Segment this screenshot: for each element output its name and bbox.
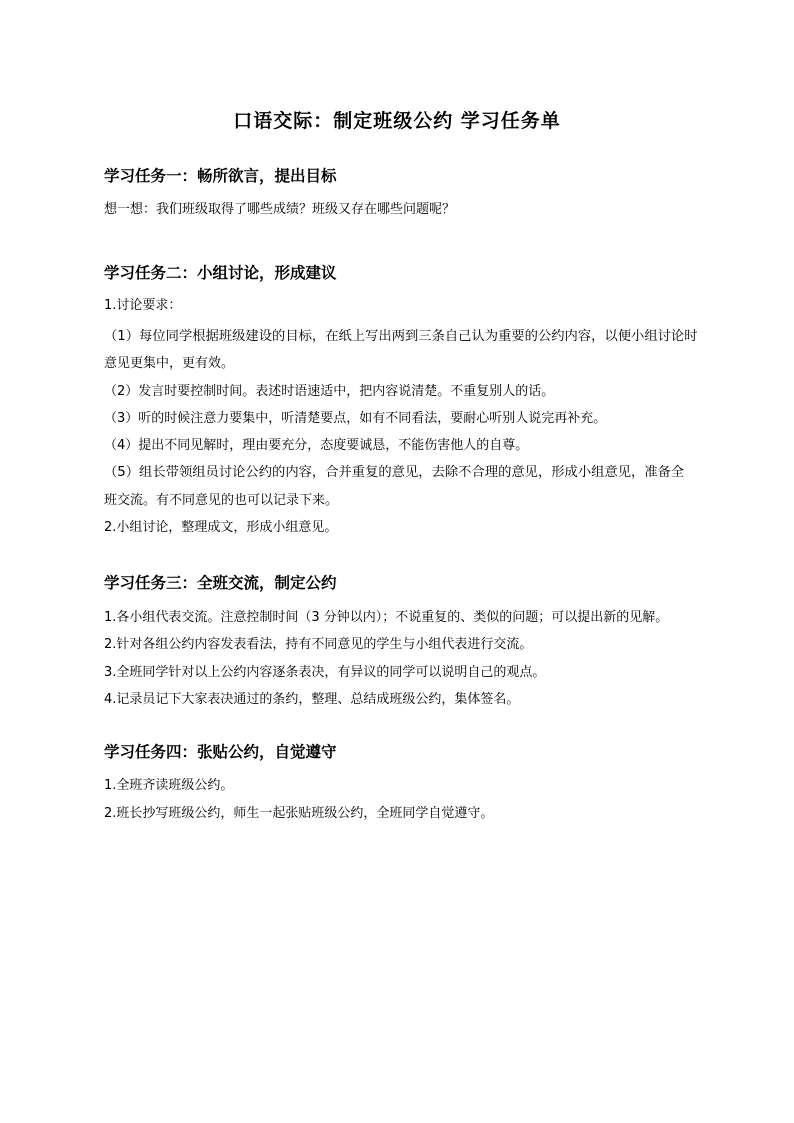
task4-heading: 学习任务四：张贴公约，自觉遵守 <box>104 743 337 761</box>
task3-line: 2.针对各组公约内容发表看法，持有不同意见的学生与小组代表进行交流。 <box>104 637 533 652</box>
task1-heading: 学习任务一：畅所欲言，提出目标 <box>104 167 337 185</box>
task2-line: 意见更集中，更有效。 <box>104 356 235 371</box>
task2-line: （4）提出不同见解时，理由要充分，态度要诚恳，不能伤害他人的自尊。 <box>104 438 529 453</box>
task2-line: （2）发言时要控制时间。表述时语速适中，把内容说清楚。不重复别人的话。 <box>104 384 555 399</box>
task2-line: 1.讨论要求： <box>104 298 182 313</box>
task2-line: （5）组长带领组员讨论公约的内容，合并重复的意见，去除不合理的意见，形成小组意见，准备全 <box>104 465 685 480</box>
task3-line: 4.记录员记下大家表决通过的条约，整理、总结成班级公约，集体签名。 <box>104 692 520 707</box>
task2-heading: 学习任务二：小组讨论，形成建议 <box>104 264 337 282</box>
task4-line: 1.全班齐读班级公约。 <box>104 778 234 793</box>
task2-line: （1）每位同学根据班级建设的目标，在纸上写出两到三条自己认为重要的公约内容，以便小组讨论时 <box>104 329 698 344</box>
task2-line: 2.小组讨论，整理成文，形成小组意见。 <box>104 520 338 535</box>
task3-heading: 学习任务三：全班交流，制定公约 <box>104 574 337 592</box>
task2-line: （3）听的时候注意力要集中，听清楚要点，如有不同看法，要耐心听别人说完再补充。 <box>104 411 607 426</box>
task3-line: 1.各小组代表交流。注意控制时间（3 分钟以内）；不说重复的、类似的问题；可以提出新的见解。 <box>104 610 669 625</box>
task2-line: 班交流。有不同意见的也可以记录下来。 <box>104 493 339 508</box>
task1-line: 想一想：我们班级取得了哪些成绩？班级又存在哪些问题呢？ <box>104 202 456 217</box>
task4-line: 2.班长抄写班级公约，师生一起张贴班级公约，全班同学自觉遵守。 <box>104 806 494 821</box>
task3-line: 3.全班同学针对以上公约内容逐条表决，有异议的同学可以说明自己的观点。 <box>104 665 546 680</box>
page-title: 口语交际：制定班级公约 学习任务单 <box>233 110 561 132</box>
